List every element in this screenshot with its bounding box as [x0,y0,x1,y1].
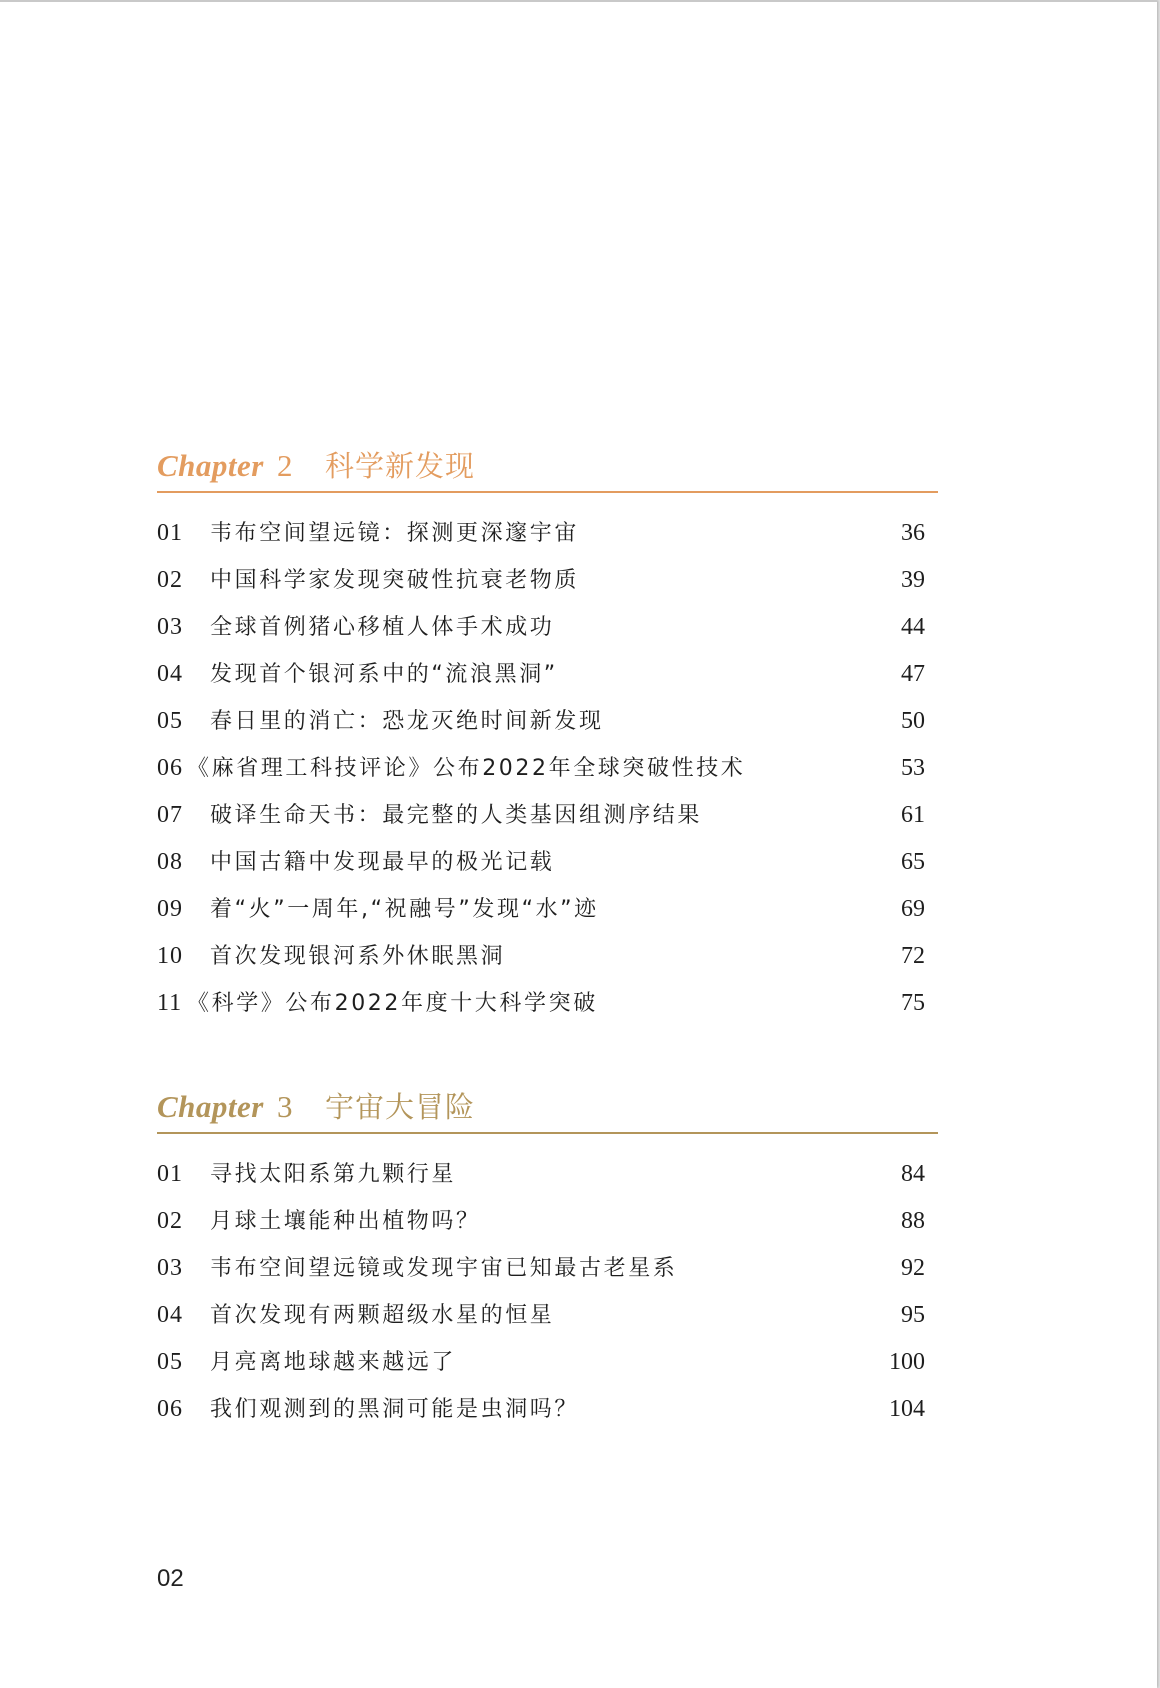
entry-page: 72 [901,943,925,969]
entry-page: 69 [901,896,925,922]
entry-page: 44 [901,614,925,640]
entry-number: 04 [157,1302,183,1328]
entry-number: 05 [157,1349,183,1375]
entry-number: 02 [157,567,183,593]
entry-title: 月亮离地球越来越远了 [210,1350,457,1375]
chapter-rule [157,1132,938,1134]
toc-entry[interactable] [157,745,938,792]
toc-entry[interactable] [157,604,938,651]
entry-title: 发现首个银河系中的“流浪黑洞” [210,662,558,687]
entry-page: 100 [889,1349,925,1375]
chapter-label: Chapter [157,448,264,483]
chapter-heading [157,1089,938,1131]
entry-title: 着“火”一周年,“祝融号”发现“水”迹 [210,897,599,922]
toc-entry[interactable] [157,792,938,839]
entry-page: 39 [901,567,925,593]
entry-page: 92 [901,1255,925,1281]
entry-number: 08 [157,849,183,875]
entry-page: 84 [901,1161,925,1187]
entry-number: 05 [157,708,183,734]
chapter-number: 2 [277,448,293,483]
entry-title: 《科学》公布2022年度十大科学突破 [187,991,598,1016]
entry-page: 104 [889,1396,925,1422]
entry-number: 07 [157,802,183,828]
entry-number: 01 [157,520,183,546]
entry-page: 88 [901,1208,925,1234]
toc-entry[interactable] [157,510,938,557]
toc-list [157,1151,938,1433]
entry-number: 02 [157,1208,183,1234]
entry-number: 01 [157,1161,183,1187]
entry-page: 50 [901,708,925,734]
toc-entry[interactable] [157,1339,938,1386]
chapter-title: 科学新发现 [325,449,476,483]
entry-title: 韦布空间望远镜：探测更深邃宇宙 [210,521,580,546]
entry-title: 春日里的消亡：恐龙灭绝时间新发现 [210,709,604,734]
chapter-rule [157,491,938,493]
toc-entry[interactable] [157,1245,938,1292]
chapter-heading [157,448,938,490]
toc-entry[interactable] [157,1151,938,1198]
entry-number: 06 [157,755,183,781]
chapter-title: 宇宙大冒险 [325,1090,476,1124]
entry-title: 破译生命天书：最完整的人类基因组测序结果 [210,803,703,828]
toc-entry[interactable] [157,1386,938,1433]
entry-title: 首次发现银河系外休眠黑洞 [210,944,506,969]
entry-title: 我们观测到的黑洞可能是虫洞吗？ [210,1397,580,1422]
entry-number: 03 [157,614,183,640]
chapter-2-section [157,448,938,1016]
entry-page: 75 [901,990,925,1016]
chapter-number: 3 [277,1089,293,1124]
toc-entry[interactable] [157,839,938,886]
entry-title: 中国古籍中发现最早的极光记载 [210,850,555,875]
entry-page: 65 [901,849,925,875]
entry-number: 10 [157,943,183,969]
entry-number: 03 [157,1255,183,1281]
entry-page: 53 [901,755,925,781]
entry-number: 06 [157,1396,183,1422]
toc-entry[interactable] [157,886,938,933]
page-top-edge [0,0,1157,2]
toc-entry[interactable] [157,1292,938,1339]
entry-page: 47 [901,661,925,687]
entry-number: 11 [157,990,183,1016]
entry-page: 61 [901,802,925,828]
page-number: 02 [157,1565,184,1592]
entry-title: 韦布空间望远镜或发现宇宙已知最古老星系 [210,1256,678,1281]
entry-title: 中国科学家发现突破性抗衰老物质 [210,568,580,593]
entry-title: 《麻省理工科技评论》公布2022年全球突破性技术 [187,756,746,781]
toc-entry[interactable] [157,557,938,604]
entry-title: 全球首例猪心移植人体手术成功 [210,615,555,640]
entry-title: 首次发现有两颗超级水星的恒星 [210,1303,555,1328]
toc-list [157,510,938,1027]
entry-page: 36 [901,520,925,546]
toc-entry[interactable] [157,698,938,745]
entry-number: 04 [157,661,183,687]
toc-entry[interactable] [157,651,938,698]
entry-page: 95 [901,1302,925,1328]
entry-title: 月球土壤能种出植物吗？ [210,1209,481,1234]
chapter-label: Chapter [157,1089,264,1124]
toc-entry[interactable] [157,980,938,1027]
entry-title: 寻找太阳系第九颗行星 [210,1162,457,1187]
toc-entry[interactable] [157,1198,938,1245]
toc-entry[interactable] [157,933,938,980]
chapter-3-section [157,1089,938,1422]
entry-number: 09 [157,896,183,922]
